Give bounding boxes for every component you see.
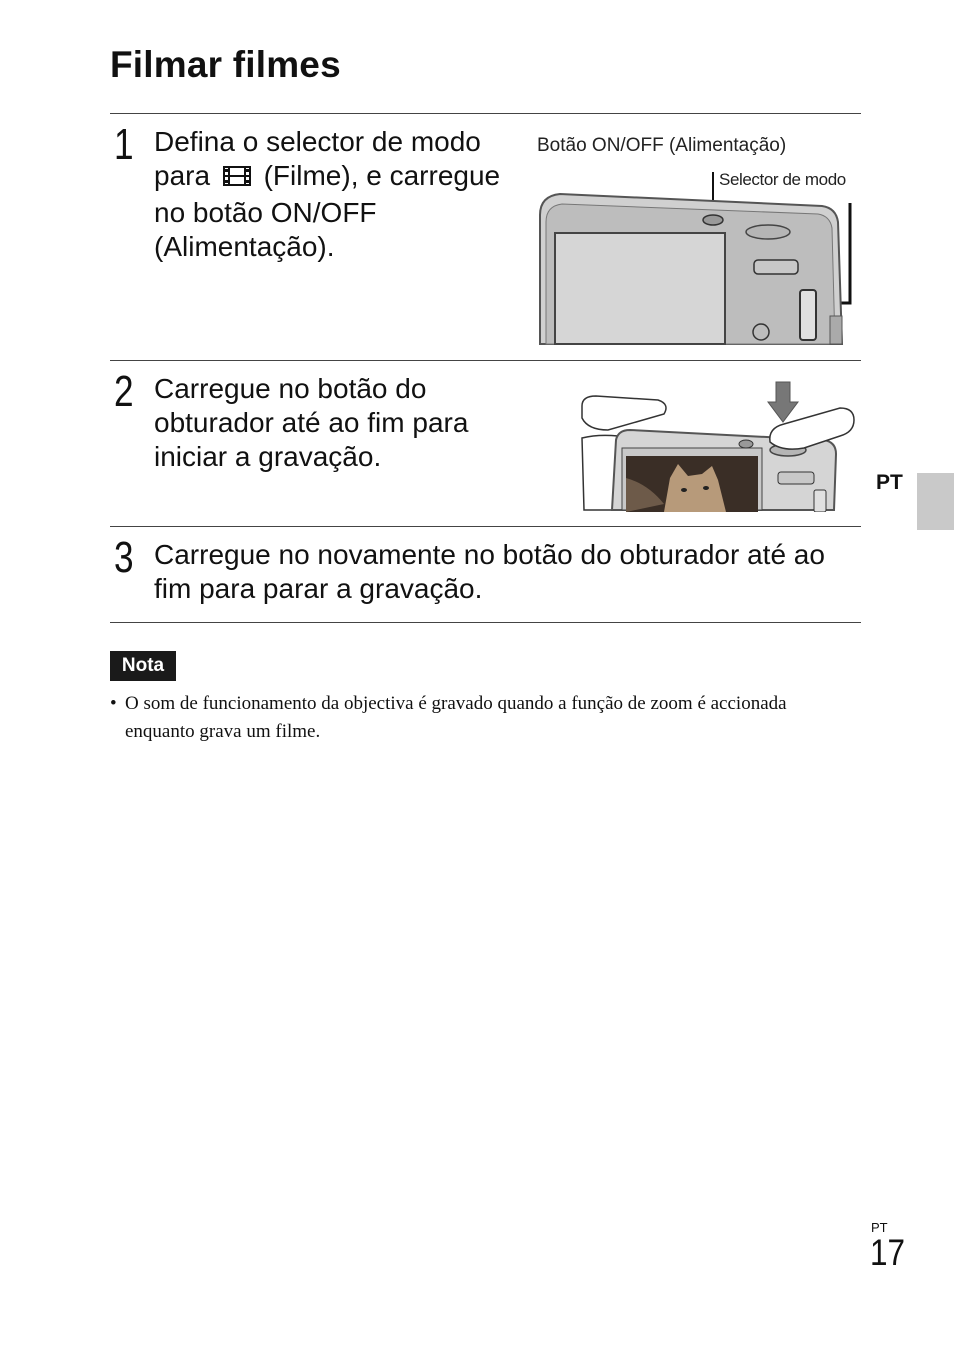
step-2-text: Carregue no botão do obturador até ao fim para iniciar a gravação. xyxy=(154,373,469,472)
step-1-text-after: (Filme), e carregue no botão ON/OFF (Alimentação). xyxy=(154,160,501,262)
step-3-number: 3 xyxy=(114,533,134,582)
step-1-text xyxy=(154,125,519,264)
camera-back-illustration xyxy=(530,160,860,346)
page-number: 17 xyxy=(870,1232,905,1273)
side-language-tab xyxy=(917,473,954,530)
side-language-label: PT xyxy=(876,471,903,494)
step-1-number: 1 xyxy=(114,120,134,169)
step-2-number: 2 xyxy=(114,367,134,416)
section-rule xyxy=(110,622,861,623)
section-rule xyxy=(110,113,861,114)
movie-mode-icon xyxy=(222,162,252,196)
section-rule xyxy=(110,360,861,361)
page-title: Filmar filmes xyxy=(110,44,341,85)
note-label: Nota xyxy=(110,651,176,681)
step-3-text: Carregue no novamente no botão do obturador até ao fim para parar a gravação. xyxy=(154,539,825,604)
callout-mode-selector: Selector de modo xyxy=(719,170,846,189)
camera-shutter-illustration xyxy=(578,378,860,512)
page-language: PT xyxy=(871,1220,888,1235)
section-rule xyxy=(110,526,861,527)
note-bullet: • xyxy=(110,693,117,714)
step-1-text-before: Defina o selector de modo para xyxy=(154,126,481,191)
note-text: O som de funcionamento da objectiva é gravado quando a função de zoom é accionada enquanto grava um filme. xyxy=(125,693,787,742)
callout-power-button: Botão ON/OFF (Alimentação) xyxy=(537,135,787,156)
